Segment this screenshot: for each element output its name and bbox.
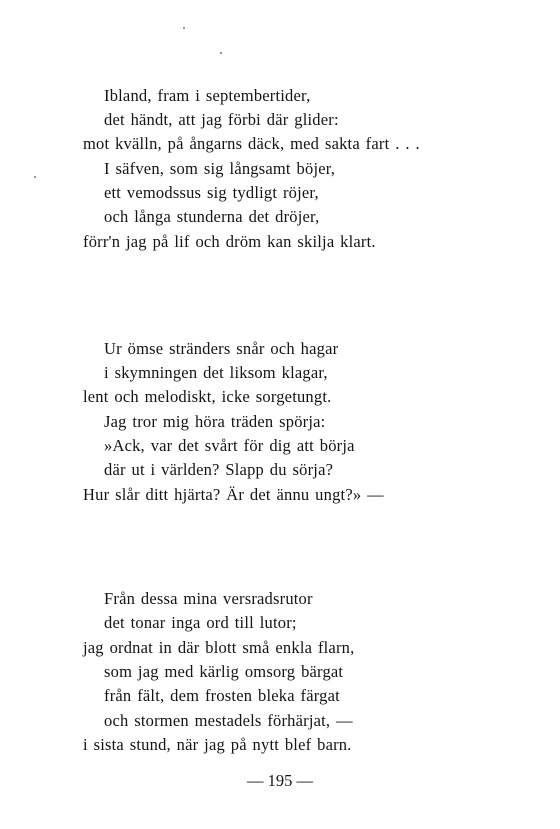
verse-line: och stormen mestadels förhärjat, — bbox=[104, 711, 353, 730]
verse-line: I säfven, som sig långsamt böjer, bbox=[104, 159, 336, 178]
verse-line: förr'n jag på lif och dröm kan skilja klart. bbox=[83, 232, 376, 251]
verse-line: »Ack, var det svårt för dig att börja bbox=[104, 436, 355, 455]
verse-line: i skymningen det liksom klagar, bbox=[104, 363, 328, 382]
verse-line: i sista stund, när jag på nytt blef barn. bbox=[83, 735, 352, 754]
verse-line: lent och melodiskt, icke sorgetungt. bbox=[83, 387, 332, 406]
verse-line: Från dessa mina versradsrutor bbox=[104, 589, 313, 608]
verse-line: där ut i världen? Slapp du sörja? bbox=[104, 460, 334, 479]
verse-line: det händt, att jag förbi där glider: bbox=[104, 110, 339, 129]
print-speck bbox=[34, 176, 36, 178]
verse-line: jag ordnat in där blott små enkla flarn, bbox=[83, 638, 355, 657]
page-number: — 195 — bbox=[247, 771, 313, 790]
verse-line: Jag tror mig höra träden spörja: bbox=[104, 412, 326, 431]
verse-line: som jag med kärlig omsorg bärgat bbox=[104, 662, 344, 681]
verse-line: Ibland, fram i septembertider, bbox=[104, 86, 311, 105]
print-speck bbox=[220, 52, 222, 54]
print-speck bbox=[183, 27, 185, 29]
verse-line: Ur ömse stränders snår och hagar bbox=[104, 339, 339, 358]
verse-line: mot kvälln, på ångarns däck, med sakta fart . . . bbox=[83, 134, 420, 153]
verse-line: det tonar inga ord till lutor; bbox=[104, 613, 297, 632]
verse-line: och långa stunderna det dröjer, bbox=[104, 207, 320, 226]
verse-line: Hur slår ditt hjärta? Är det ännu ungt?» — bbox=[83, 485, 384, 504]
verse-line: från fält, dem frosten bleka färgat bbox=[104, 686, 340, 705]
verse-line: ett vemodssus sig tydligt röjer, bbox=[104, 183, 319, 202]
